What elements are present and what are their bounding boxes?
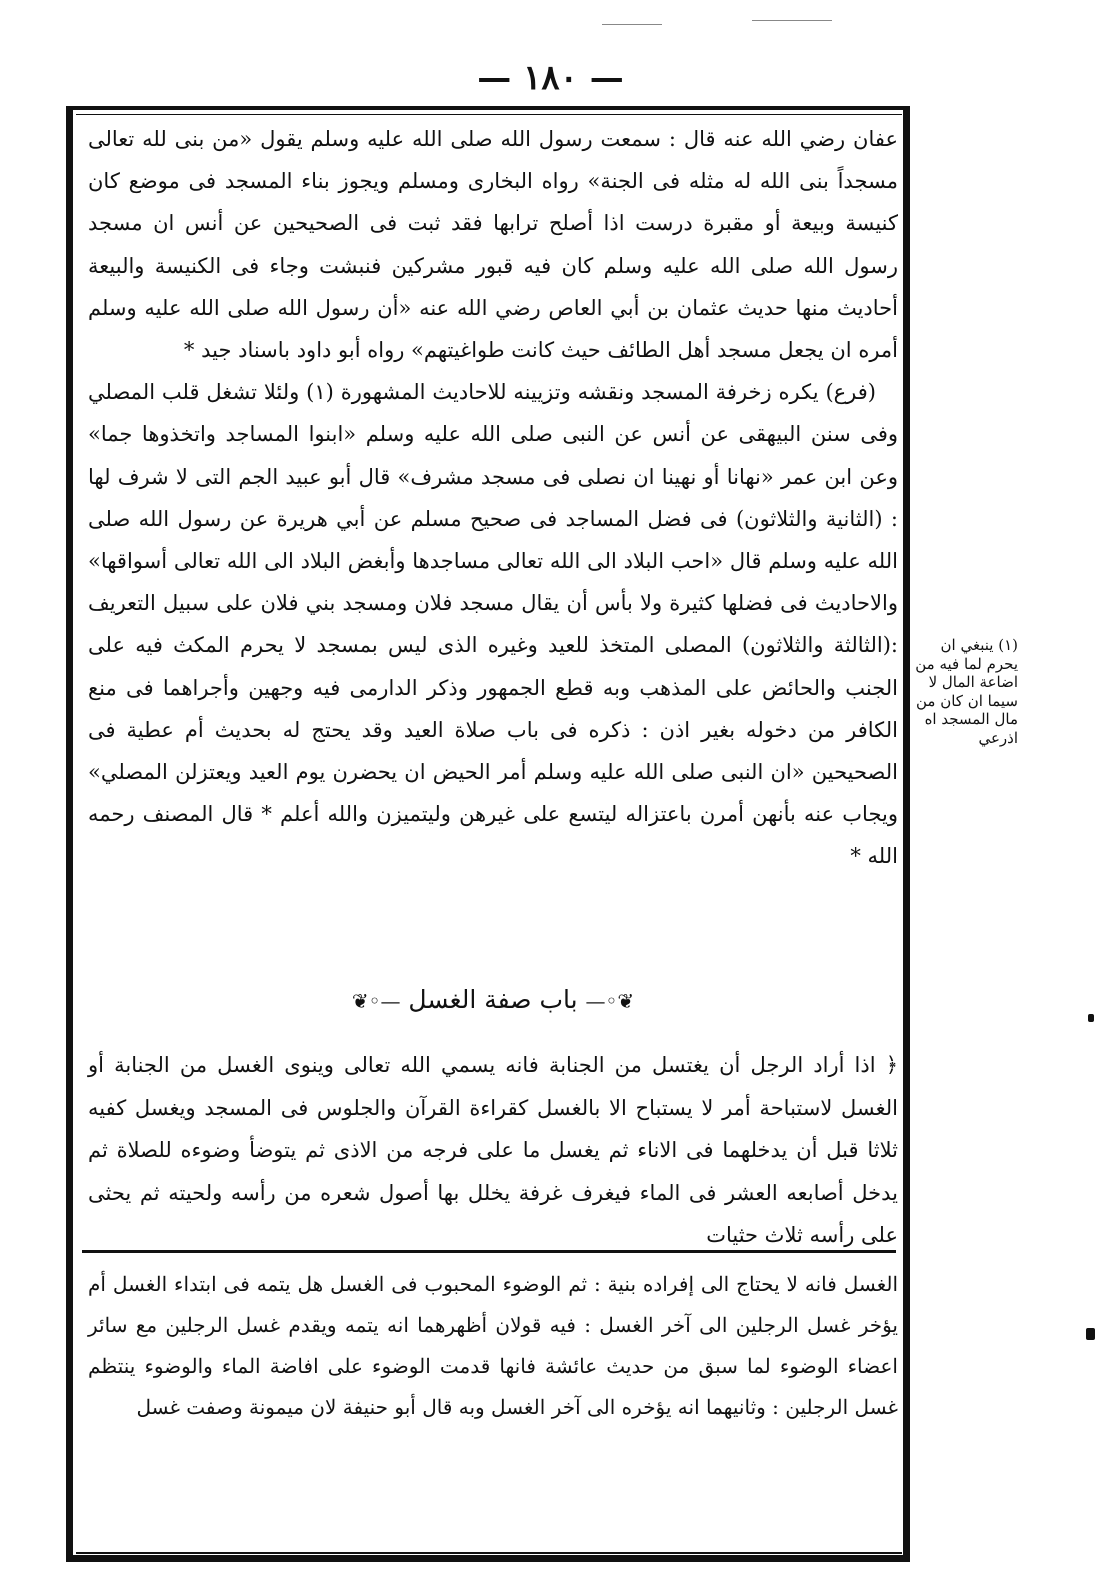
section-heading-title: باب صفة الغسل <box>408 985 578 1014</box>
commentary-divider <box>82 1250 896 1253</box>
heading-ornament-right: ❦◦— <box>585 989 635 1013</box>
section-text: ﴿ اذا أراد الرجل أن يغتسل من الجنابة فانه يسمي الله تعالى وينوى الغسل من الجنابة أو الغسل لاستباحة أمر لا يستباح الا بالغسل كقراءة القرآن والجلوس فى المسجد ويغسل كفيه ثلاثا قبل أن يدخلهما فى الاناء ثم يغسل ما على فرجه من الاذى ثم يتوضأ وضوءه للصلاة ثم يدخل أصابعه العشر فى الماء فيغرف غرفة يخلل بها أصول شعره من رأسه ولحيته ثم يحثى على رأسه ثلاث حثيات <box>88 1053 898 1247</box>
scan-mark <box>1086 1328 1095 1340</box>
section-heading <box>88 978 898 1023</box>
heading-ornament-left: —◦❦ <box>351 989 401 1013</box>
scan-line <box>752 20 832 21</box>
scan-line <box>602 24 662 25</box>
margin-footnote: (١) ينبغي ان يحرم لما فيه من اضاعة المال لا سيما ان كان من مال المسجد اه اذرعي <box>915 636 1018 747</box>
main-text-block <box>88 118 898 878</box>
scan-mark <box>1088 1014 1094 1022</box>
page-number: — ١٨٠ — <box>477 58 624 98</box>
commentary-text: الغسل فانه لا يحتاج الى إفراده بنية : ثم الوضوء المحبوب فى الغسل هل يتمه فى ابتداء الغسل أم يؤخر غسل الرجلين الى آخر الغسل : فيه قولان أظهرهما انه يتمه ويقدم غسل الرجلين مع سائر اعضاء الوضوء لما سبق من حديث عائشة فانها قدمت الوضوء على افاضة الماء والوضوء ينتظم غسل الرجلين : وثانيهما انه يؤخره الى آخر الغسل وبه قال أبو حنيفة لان ميمونة وصفت غسل <box>88 1272 898 1419</box>
main-paragraph-2: (فرع) يكره زخرفة المسجد ونقشه وتزيينه للاحاديث المشهورة (١) ولئلا تشغل قلب المصلي وفى سنن البيهقى عن أنس عن النبى صلى الله عليه وسلم «ابنوا المساجد واتخذوها جما» وعن ابن عمر «نهانا أو نهينا ان نصلى فى مسجد مشرف» قال أبو عبيد الجم التى لا شرف لها : (الثانية والثلاثون) فى فضل المساجد فى صحيح مسلم عن أبي هريرة عن رسول الله صلى الله عليه وسلم قال «احب البلاد الى الله تعالى مساجدها وأبغض البلاد الى الله تعالى أسواقها» والاحاديث فى فضلها كثيرة ولا بأس أن يقال مسجد فلان ومسجد بني فلان على سبيل التعريف :(الثالثة والثلاثون) المصلى المتخذ للعيد وغيره الذى ليس بمسجد لا يحرم المكث فيه على الجنب والحائض على المذهب وبه قطع الجمهور وذكر الدارمى فيه وجهين وأجراهما فى منع الكافر من دخوله بغير اذن : ذكره فى باب صلاة العيد وقد يحتج له بحديث أم عطية فى الصحيحين «ان النبى صلى الله عليه وسلم أمر الحيض ان يحضرن يوم العيد ويعتزلن المصلي» ويجاب عنه بأنهن أمرن باعتزاله ليتسع على غيرهن وليتميزن والله أعلم * قال المصنف رحمه الله * <box>88 380 898 869</box>
main-paragraph-1: عفان رضي الله عنه قال : سمعت رسول الله صلى الله عليه وسلم يقول «من بنى لله تعالى مسجداً بنى الله له مثله فى الجنة» رواه البخارى ومسلم ويجوز بناء المسجد فى موضع كان كنيسة وبيعة أو مقبرة درست اذا أصلح ترابها فقد ثبت فى الصحيحين عن أنس ان مسجد رسول الله صلى الله عليه وسلم كان فيه قبور مشركين فنبشت وجاء فى الكنيسة والبيعة أحاديث منها حديث عثمان بن أبي العاص رضي الله عنه «أن رسول الله صلى الله عليه وسلم أمره ان يجعل مسجد أهل الطائف حيث كانت طواغيتهم» رواه أبو داود باسناد جيد * <box>88 127 898 363</box>
